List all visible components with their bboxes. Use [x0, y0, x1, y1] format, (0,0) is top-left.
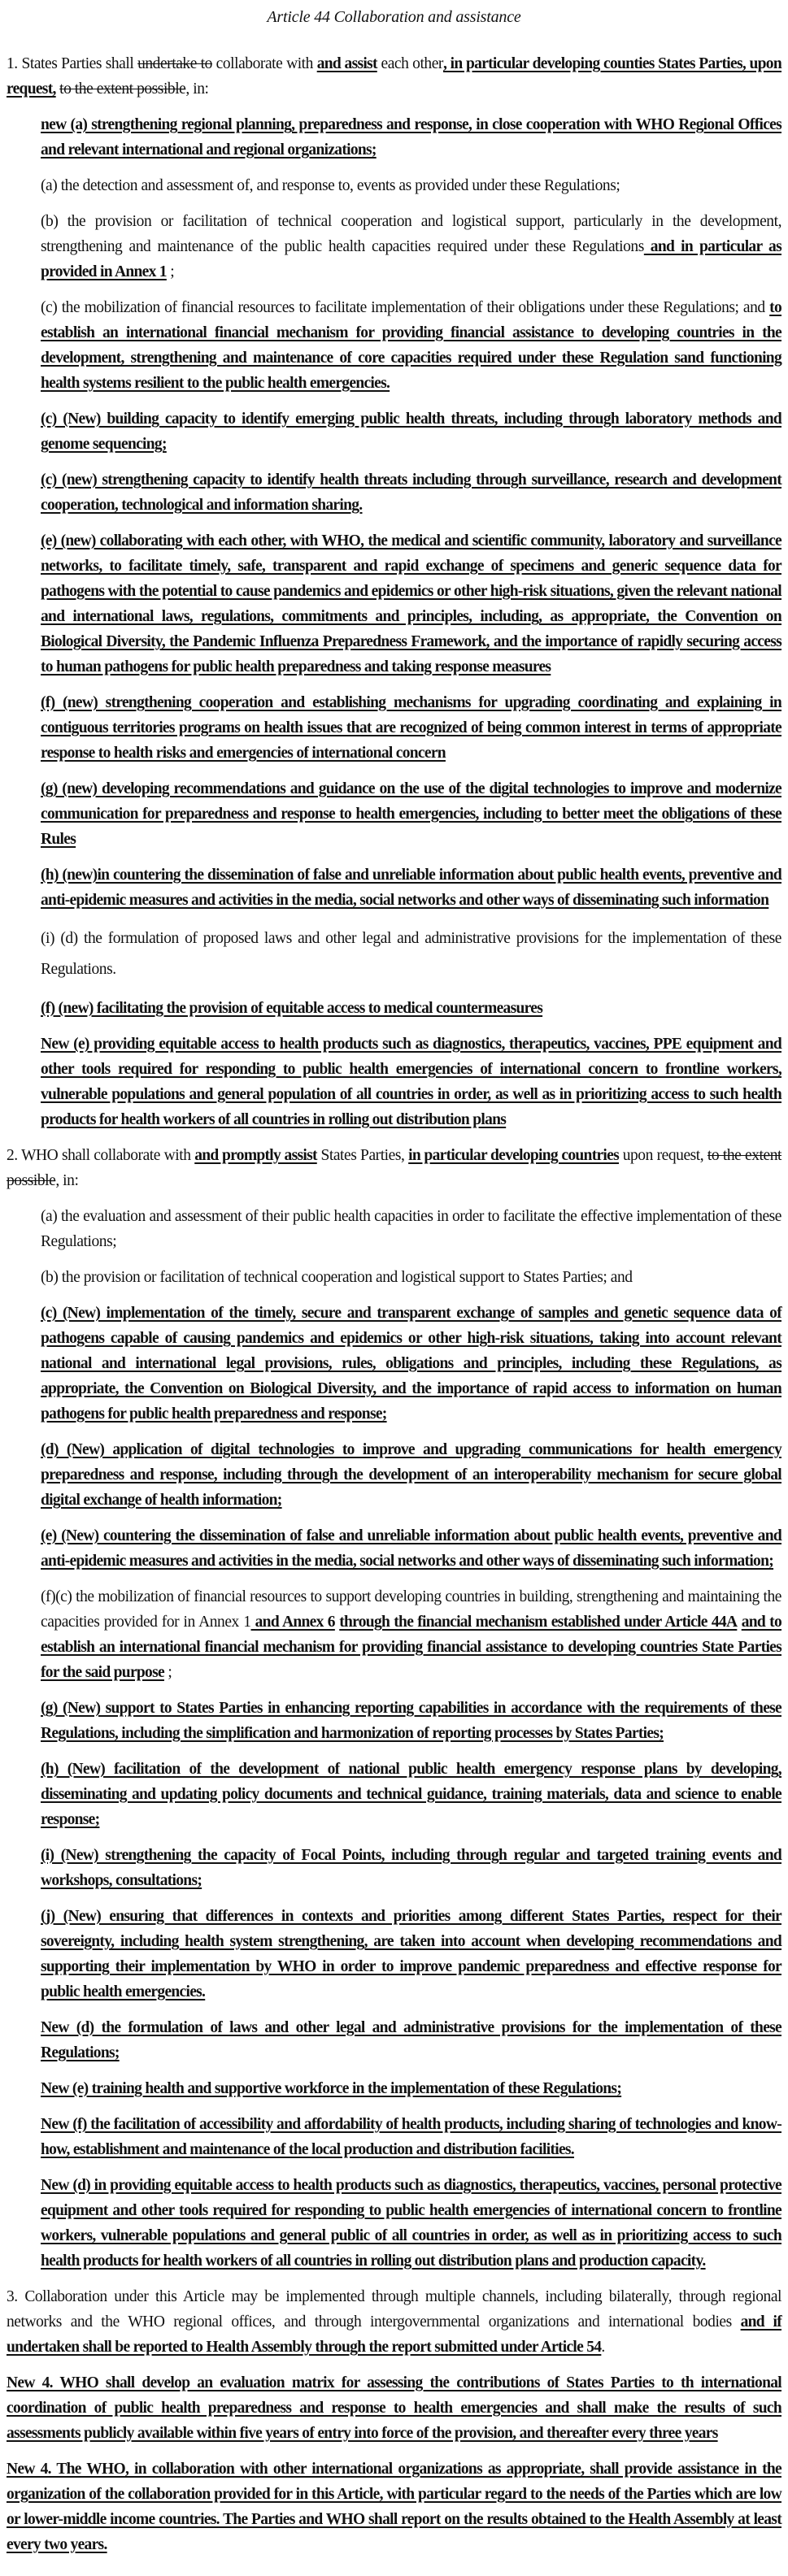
inserted-text: new (a) strengthening regional planning, preparedness and response, in close cooperation with WHO Regional Offices and relevant international and regional organizations; [41, 116, 781, 159]
paragraph-p1-new-e [41, 1032, 781, 1132]
paragraph-p2-h-new [41, 1757, 781, 1832]
inserted-text: (f) (new) strengthening cooperation and establishing mechanisms for upgrading coordinating and explaining in contiguous territories programs on health issues that are recognized of being common interest in terms of appropriate response to health risks and emergencies of international concern [41, 694, 781, 762]
paragraph-p1-f-new [41, 690, 781, 766]
original-text: (a) the detection and assessment of, and response to, events as provided under these Regulations; [41, 177, 620, 194]
inserted-text: New (d) in providing equitable access to health products such as diagnostics, therapeutics, vaccines, personal protective equipment and other tools required for responding to public health emergencies of international concern to frontline workers, vulnerable populations and general public of all countries in order, as well as in prioritizing access to such health products for health workers of all countries in rolling out distribution plans and production capacity. [41, 2177, 781, 2270]
inserted-text: (g) (new) developing recommendations and guidance on the use of the digital technologies to improve and modernize communication for preparedness and response to health emergencies, including to better meet the obligations of these Rules [41, 780, 781, 848]
original-text: 1. States Parties shall [7, 55, 138, 72]
paragraph-p2-f-c [41, 1584, 781, 1685]
inserted-text: and Annex 6 [250, 1614, 335, 1631]
paragraph-p2-d-new [41, 1437, 781, 1513]
inserted-text: (h) (New) facilitation of the development of national public health emergency response plans by developing, disseminating and updating policy documents and technical guidance, training materials, data and science to enable response; [41, 1761, 781, 1828]
paragraph-p2-c-new [41, 1301, 781, 1427]
original-text: (b) the provision or facilitation of technical cooperation and logistical support to States Parties; and [41, 1269, 633, 1286]
paragraph-p2-b [41, 1265, 781, 1290]
inserted-text: New (d) the formulation of laws and other legal and administrative provisions for the implementation of these Regulations; [41, 2019, 781, 2061]
paragraph-p1-h-new [41, 862, 781, 913]
inserted-text: in particular developing countries [408, 1147, 619, 1164]
original-text: collaborate with [211, 55, 317, 72]
paragraph-p4-new-2 [7, 2457, 781, 2557]
paragraph-p2-i-new [41, 1843, 781, 1893]
article-title: Article 44 Collaboration and assistance [267, 8, 521, 26]
paragraph-p2-e-new [41, 1523, 781, 1574]
paragraph-p2-new-d-2 [41, 2173, 781, 2274]
paragraph-p1 [7, 51, 781, 102]
inserted-text: and promptly assist [194, 1147, 317, 1164]
paragraph-p4-new-1 [7, 2370, 781, 2446]
inserted-text: to establish an international financial mechanism for providing financial assistance to developing countries in the development, strengthening and maintenance of core capacities required under these Regulation sand functioning health systems resilient to the public health emergencies. [41, 299, 781, 392]
deleted-text: to the extent possible [7, 1147, 781, 1189]
paragraph-p1-b [41, 209, 781, 285]
paragraph-p2-new-e [41, 2076, 781, 2101]
inserted-text: (c) (New) building capacity to identify emerging public health threats, including through laboratory methods and genome sequencing; [41, 411, 781, 453]
paragraph-p1-new-a [41, 112, 781, 163]
original-text: , in: [55, 1172, 79, 1189]
paragraph-p1-a [41, 173, 781, 198]
inserted-text: (d) (New) application of digital technologies to improve and upgrading communications for health emergency preparedness and response, including through the development of an interoperability mechanism for secure global digital exchange of health information; [41, 1441, 781, 1509]
inserted-text: (i) (New) strengthening the capacity of Focal Points, including through regular and targeted training events and workshops, consultations; [41, 1847, 781, 1889]
inserted-text: and to establish an international financial mechanism for providing financial assistance to developing countries State Parties for the said purpose [41, 1614, 782, 1681]
original-text: (a) the evaluation and assessment of their public health capacities in order to facilitate the effective implementation of these Regulations; [41, 1208, 781, 1250]
paragraph-p1-c [41, 295, 781, 396]
inserted-text: New (e) providing equitable access to health products such as diagnostics, therapeutics, vaccines, PPE equipment and other tools required for responding to public health emergencies of international concern to frontline workers, vulnerable populations and general population of all countries in order, as well as in prioritizing access to such health products for health workers of all countries in rolling out distribution plans [41, 1036, 781, 1128]
original-text: ; [163, 1664, 172, 1681]
original-text: (i) (d) the formulation of proposed laws and other legal and administrative provisions for the implementation of these Regulations. [41, 930, 781, 978]
inserted-text: (j) (New) ensuring that differences in contexts and priorities among different States Parties, respect for their sovereignty, including health system strengthening, are taken into account when developing recommendations and supporting their implementation by WHO in order to improve pandemic preparedness and effective response for public health emergencies. [41, 1908, 781, 2000]
original-text: 3. Collaboration under this Article may be implemented through multiple channels, including bilaterally, through regional networks and the WHO regional offices, and through intergovernmental organizations and international bodies [7, 2288, 781, 2331]
inserted-text: (h) (new)in countering the dissemination of false and unreliable information about public health events, preventive and anti-epidemic measures and activities in the media, social networks and other ways of disseminating such information [41, 867, 781, 909]
inserted-text: (c) (New) implementation of the timely, secure and transparent exchange of samples and genetic sequence data of pathogens capable of causing pandemics and epidemics or other high-risk situations, taking into account relevant national and international legal provisions, rules, obligations and principles, including these Regulations, as appropriate, the Convention on Biological Diversity, and the importance of rapid access to information on human pathogens for public health preparedness and response; [41, 1305, 781, 1423]
paragraph-p1-i-d [41, 923, 781, 985]
paragraph-p1-g-new [41, 776, 781, 852]
paragraph-p1-c-new-1 [41, 406, 781, 457]
paragraph-p2-a [41, 1204, 781, 1254]
original-text: each other [377, 55, 443, 72]
inserted-text: New 4. WHO shall develop an evaluation matrix for assessing the contributions of States Parties to th international coordination of public health preparedness and response to health emergencies and shall make the results of such assessments publicly available within five years of entry into force of the provision, and thereafter every three years [7, 2374, 781, 2442]
inserted-text: , in particular developing counties States Parties, upon request, [7, 55, 782, 98]
inserted-text: and in particular as provided in Annex 1 [41, 238, 781, 280]
inserted-text: and assist [316, 55, 377, 72]
original-text: (b) the provision or facilitation of technical cooperation and logistical support, particularly in the development, strengthening and maintenance of the public health capacities required under these Regulations [41, 213, 781, 255]
paragraph-p2-j-new [41, 1904, 781, 2005]
paragraph-p2 [7, 1143, 781, 1193]
inserted-text: New (f) the facilitation of accessibility and affordability of health products, including sharing of technologies and know-how, establishment and maintenance of the local production and distribution facilities. [41, 2116, 781, 2158]
inserted-text: (e) (New) countering the dissemination of false and unreliable information about public health events, preventive and anti-epidemic measures and activities in the media, social networks and other ways of disseminating such information; [41, 1527, 781, 1570]
original-text: (f)(c) the mobilization of financial resources to support developing countries in building, strengthening and maintaining the capacities provided for in Annex 1 [41, 1588, 781, 1631]
inserted-text: (e) (new) collaborating with each other, with WHO, the medical and scientific community, laboratory and surveillance networks, to facilitate timely, safe, transparent and rapid exchange of specimens and generic sequence data for pathogens with the potential to cause pandemics and epidemics or other high-risk situations, given the relevant national and international laws, regulations, commitments and principles, including, as appropriate, the Convention on Biological Diversity, the Pandemic Influenza Preparedness Framework, and the importance of rapidly securing access to human pathogens for public health preparedness and taking response measures [41, 532, 781, 675]
paragraph-p2-g-new [41, 1696, 781, 1746]
original-text: States Parties, [316, 1147, 409, 1164]
original-text: ; [166, 263, 175, 280]
paragraph-p1-e-new [41, 528, 781, 680]
paragraph-p2-new-d [41, 2015, 781, 2066]
inserted-text: New (e) training health and supportive workforce in the implementation of these Regulations; [41, 2080, 622, 2097]
deleted-text: undertake to [137, 55, 212, 72]
original-text: (c) the mobilization of financial resources to facilitate implementation of their obligations under these Regulations; and [41, 299, 770, 316]
paragraph-p2-new-f [41, 2112, 781, 2162]
inserted-text: through the financial mechanism established under Article 44A [339, 1614, 738, 1631]
original-text: . [601, 2339, 605, 2356]
paragraph-p1-c-new-2 [41, 467, 781, 518]
paragraph-p1-f-new-2 [41, 996, 781, 1021]
inserted-text: New 4. The WHO, in collaboration with other international organizations as appropriate, shall provide assistance in the organization of the collaboration provided for in this Article, with particular regard to the needs of the Parties which are low or lower-middle income countries. The Parties and WHO shall report on the results obtained to the Health Assembly at least every two years. [7, 2461, 781, 2553]
inserted-text: (g) (New) support to States Parties in enhancing reporting capabilities in accordance with the requirements of these Regulations, including the simplification and harmonization of reporting processes by States Parties; [41, 1700, 781, 1742]
paragraph-p3 [7, 2284, 781, 2360]
original-text: upon request, [619, 1147, 707, 1164]
deleted-text: to the extent possible [59, 80, 186, 98]
original-text: 2. WHO shall collaborate with [7, 1147, 195, 1164]
article-body [7, 51, 781, 2557]
original-text: , in: [185, 80, 209, 98]
inserted-text: (c) (new) strengthening capacity to identify health threats including through surveillance, research and development cooperation, technological and information sharing. [41, 471, 781, 514]
inserted-text: and if undertaken shall be reported to Health Assembly through the report submitted under Article 54 [7, 2313, 781, 2356]
inserted-text: (f) (new) facilitating the provision of equitable access to medical countermeasures [41, 1000, 543, 1017]
